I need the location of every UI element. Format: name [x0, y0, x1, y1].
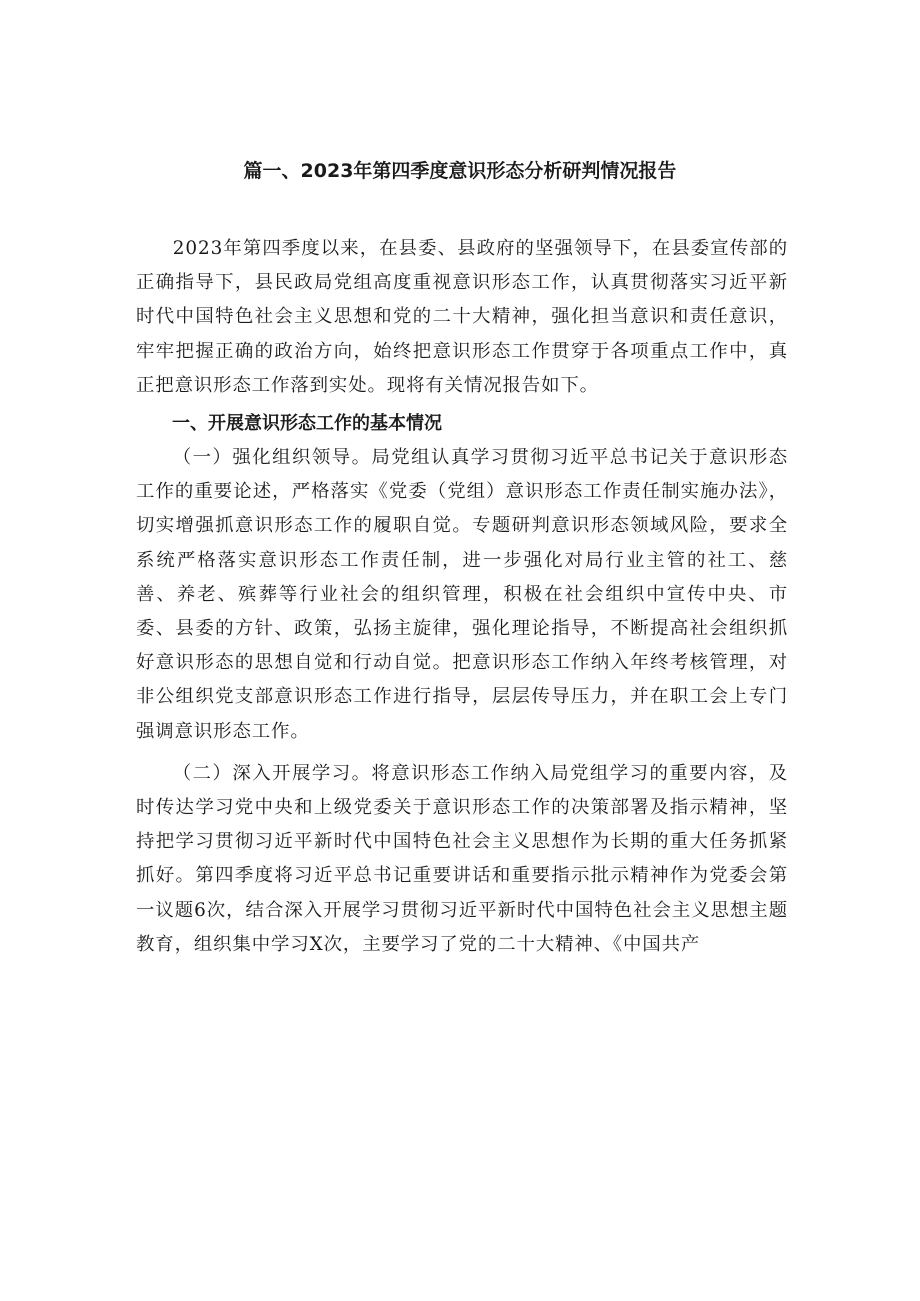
paragraph-study: （二）深入开展学习。将意识形态工作纳入局党组学习的重要内容，及时传达学习党中央和上级党委关于意识形态工作的决策部署及指示精神，坚持把学习贯彻习近平新时代中国特色社会主义思想作为长期的重大任务抓紧抓好。第四季度将习近平总书记重要讲话和重要指示批示精神作为党委会第一议题6次，结合深入开展学习贯彻习近平新时代中国特色社会主义思想主题教育，组织集中学习X次，主要学习了党的二十大精神、《中国共产 — [136, 762, 788, 955]
section-heading: 一、开展意识形态工作的基本情况 — [172, 413, 442, 435]
document-body — [136, 232, 788, 962]
paragraph-gap — [136, 749, 788, 757]
intro-paragraph: 2023年第四季度以来，在县委、县政府的坚强领导下，在县委宣传部的正确指导下，县民政局党组高度重视意识形态工作，认真贯彻落实习近平新时代中国特色社会主义思想和党的二十大精神，强化担当意识和责任意识，牢牢把握正确的政治方向，始终把意识形态工作贯穿于各项重点工作中，真正把意识形态工作落到实处。现将有关情况报告如下。 — [136, 238, 788, 396]
paragraph-organization-leadership: （一）强化组织领导。局党组认真学习贯彻习近平总书记关于意识形态工作的重要论述，严格落实《党委（党组）意识形态工作责任制实施办法》，切实增强抓意识形态工作的履职自觉。专题研判意识形态领域风险，要求全系统严格落实意识形态工作责任制，进一步强化对局行业主管的社工、慈善、养老、殡葬等行业社会的组织管理，积极在社会组织中宣传中央、市委、县委的方针、政策，弘扬主旋律，强化理论指导，不断提高社会组织抓好意识形态的思想自觉和行动自觉。把意识形态工作纳入年终考核管理，对非公组织党支部意识形态工作进行指导，层层传导压力，并在职工会上专门强调意识形态工作。 — [136, 447, 788, 742]
document-title: 篇一、2023年第四季度意识形态分析研判情况报告 — [243, 160, 677, 182]
